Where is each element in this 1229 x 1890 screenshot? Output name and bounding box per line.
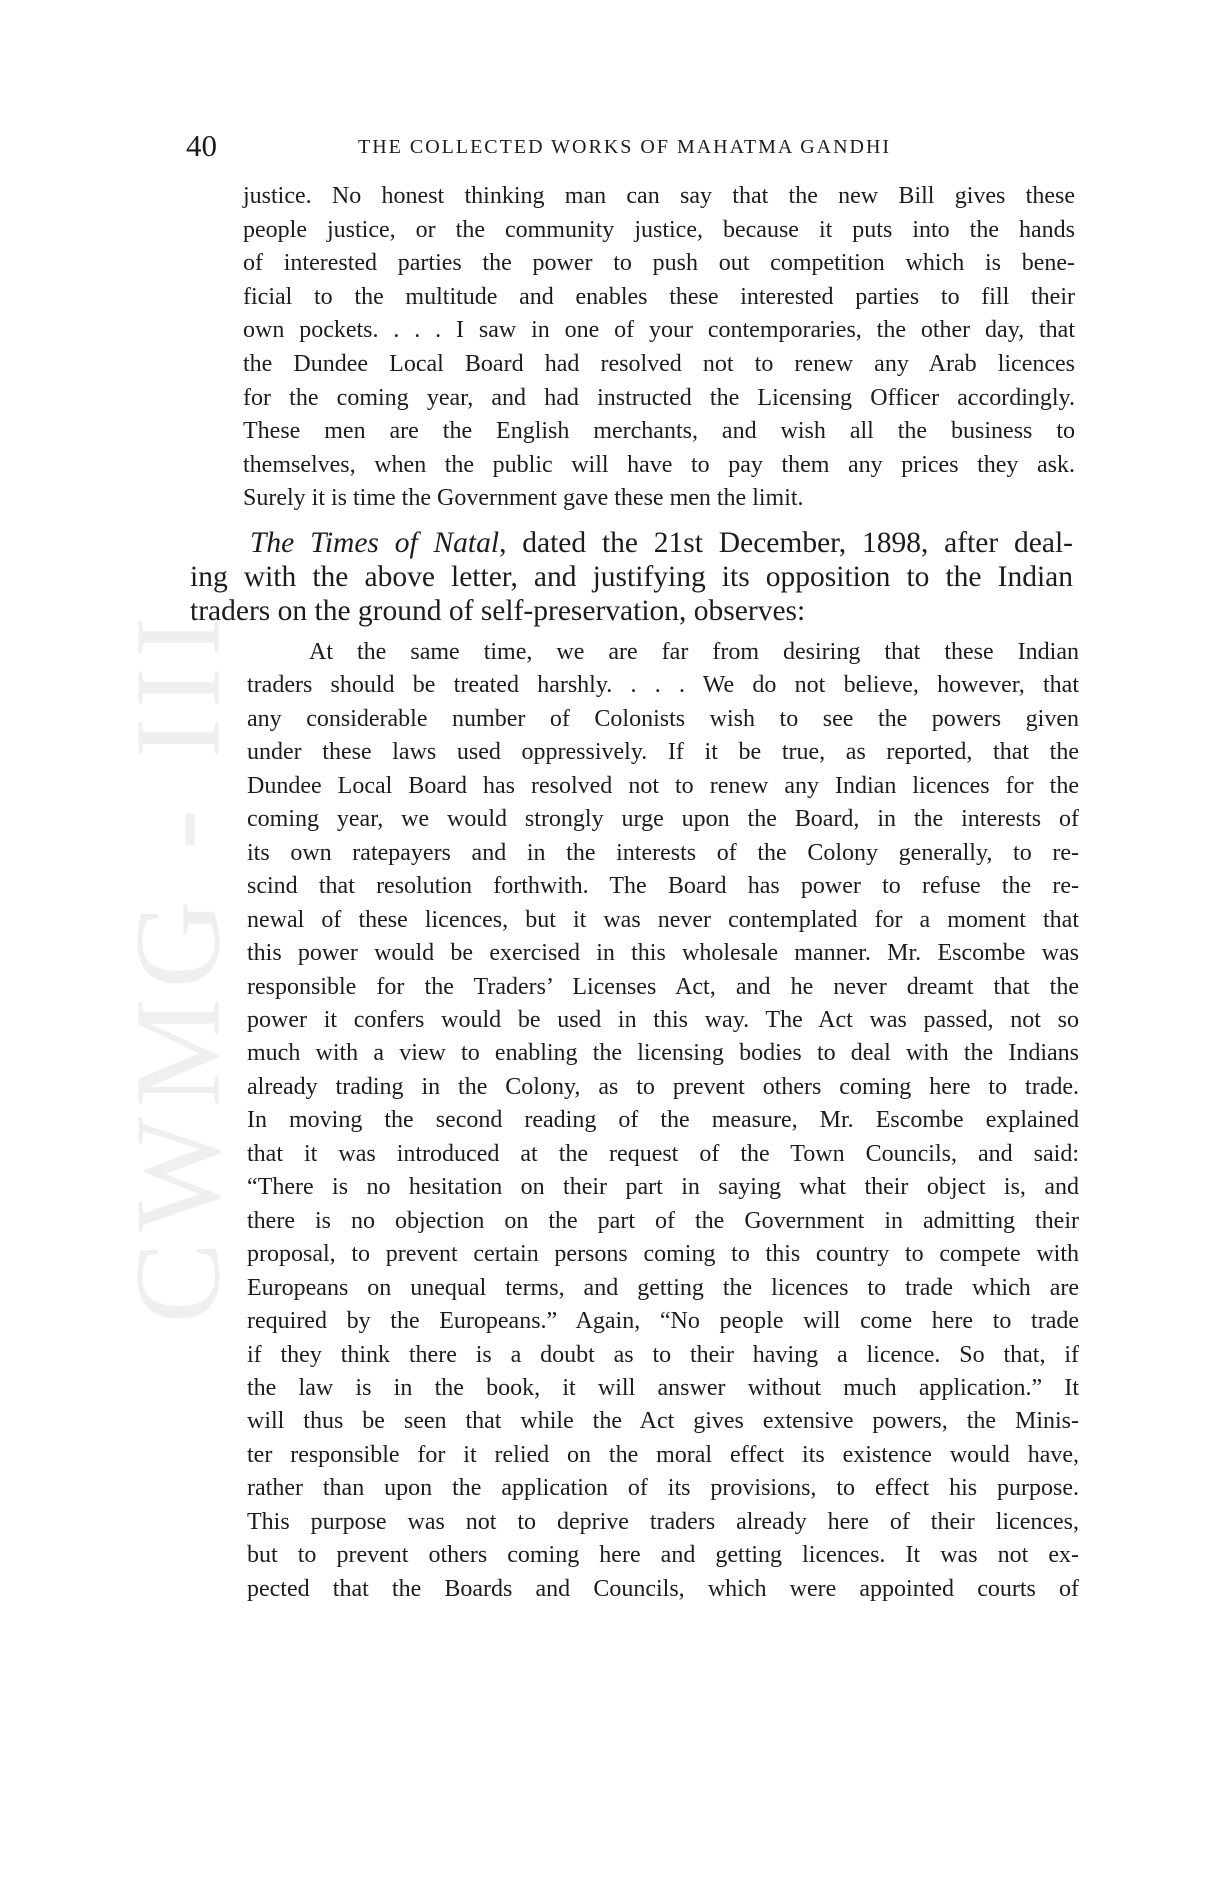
text-line: if they think there is a doubt as to their having a licence. So that, if xyxy=(247,1341,1079,1368)
text-line: people justice, or the community justice, because it puts into the hands xyxy=(243,216,1075,243)
text-line: under these laws used oppressively. If it be true, as reported, that the xyxy=(247,739,1079,766)
text-line: justice. No honest thinking man can say that the new Bill gives these xyxy=(243,183,1075,209)
intro-line xyxy=(190,526,1073,560)
text-line: Dundee Local Board has resolved not to renew any Indian licences for the xyxy=(247,772,1079,799)
text-line: “There is no hesitation on their part in saying what their object is, and xyxy=(247,1174,1079,1201)
page-number: 40 xyxy=(186,128,217,163)
text-line: there is no objection on the part of the Government in admitting their xyxy=(247,1207,1079,1234)
intro-line-text: , dated the 21st December, 1898, after deal- xyxy=(499,527,1073,559)
text-line: of interested parties the power to push out competition which is bene- xyxy=(243,250,1075,277)
text-line: ter responsible for it relied on the moral effect its existence would have, xyxy=(247,1441,1079,1468)
text-line: scind that resolution forthwith. The Board has power to refuse the re- xyxy=(247,873,1079,900)
text-line: that it was introduced at the request of the Town Councils, and said: xyxy=(247,1140,1079,1167)
text-line: power it confers would be used in this way. The Act was passed, not so xyxy=(247,1006,1079,1033)
text-line: proposal, to prevent certain persons coming to this country to compete with xyxy=(247,1241,1079,1268)
text-line: the law is in the book, it will answer without much application.” It xyxy=(247,1374,1079,1401)
intro-paragraph xyxy=(190,526,1073,628)
text-line: This purpose was not to deprive traders already here of their licences, xyxy=(247,1508,1079,1535)
quoted-letter-block xyxy=(243,180,1075,516)
text-line: much with a view to enabling the licensing bodies to deal with the Indians xyxy=(247,1040,1079,1067)
intro-line: ing with the above letter, and justifying its opposition to the Indian xyxy=(190,561,1073,593)
text-line: In moving the second reading of the measure, Mr. Escombe explained xyxy=(247,1107,1079,1134)
text-line: responsible for the Traders’ Licenses Act, and he never dreamt that the xyxy=(247,973,1079,1000)
text-line: already trading in the Colony, as to prevent others coming here to trade. xyxy=(247,1073,1079,1100)
text-line: will thus be seen that while the Act gives extensive powers, the Minis- xyxy=(247,1408,1079,1435)
text-line: any considerable number of Colonists wish to see the powers given xyxy=(247,705,1079,732)
text-line: the Dundee Local Board had resolved not to renew any Arab licences xyxy=(243,350,1075,377)
text-line: coming year, we would strongly urge upon the Board, in the interests of xyxy=(247,806,1079,833)
text-line: These men are the English merchants, and wish all the business to xyxy=(243,418,1075,445)
text-line: themselves, when the public will have to pay them any prices they ask. xyxy=(243,451,1075,478)
text-line: rather than upon the application of its provisions, to effect his purpose. xyxy=(247,1475,1079,1502)
text-line: Europeans on unequal terms, and getting the licences to trade which are xyxy=(247,1274,1079,1301)
quoted-editorial-block xyxy=(247,636,1079,1606)
text-line: ficial to the multitude and enables these interested parties to fill their xyxy=(243,283,1075,310)
text-line: for the coming year, and had instructed the Licensing Officer accordingly. xyxy=(243,384,1075,411)
text-line: traders should be treated harshly. . . . We do not believe, however, that xyxy=(247,672,1079,699)
watermark-text: CWMG - III xyxy=(110,606,245,1324)
text-line: its own ratepayers and in the interests of the Colony generally, to re- xyxy=(247,839,1079,866)
text-line: Surely it is time the Government gave these men the limit. xyxy=(243,485,804,512)
text-line: required by the Europeans.” Again, “No people will come here to trade xyxy=(247,1308,1079,1335)
text-line: but to prevent others coming here and getting licences. It was not ex- xyxy=(247,1542,1079,1569)
watermark xyxy=(110,560,245,1370)
text-line: At the same time, we are far from desiring that these Indian xyxy=(309,639,1079,665)
running-head: THE COLLECTED WORKS OF MAHATMA GANDHI xyxy=(358,136,892,158)
text-line: own pockets. . . . I saw in one of your contemporaries, the other day, that xyxy=(243,317,1075,344)
newspaper-title: The Times of Natal xyxy=(250,527,500,559)
text-line: newal of these licences, but it was never contemplated for a moment that xyxy=(247,906,1079,933)
text-line: this power would be exercised in this wholesale manner. Mr. Escombe was xyxy=(247,940,1079,967)
text-line: pected that the Boards and Councils, which were appointed courts of xyxy=(247,1575,1079,1602)
intro-line: traders on the ground of self-preservation, observes: xyxy=(190,595,806,627)
